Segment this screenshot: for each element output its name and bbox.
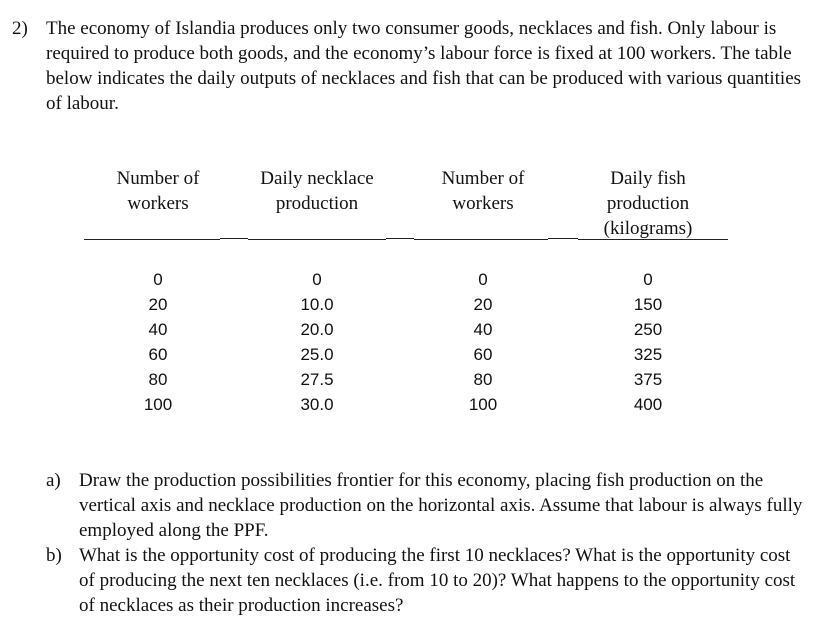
- header-rule-5: [414, 239, 548, 240]
- cell-necklaces: 25.0: [300, 345, 334, 364]
- cell-necklaces: 10.0: [300, 295, 334, 314]
- cell-fish: 375: [633, 370, 663, 389]
- header-necklace: [242, 166, 392, 216]
- header-rule-2: [220, 238, 248, 239]
- header-workers-2-line1: Number of: [441, 168, 525, 189]
- cell-workers-1: 40: [148, 320, 168, 339]
- header-workers-1: [98, 166, 218, 216]
- header-fish-line1: Daily fish: [610, 168, 686, 189]
- cell-workers-2: 100: [468, 395, 498, 414]
- header-workers-1-line2: workers: [127, 193, 189, 214]
- header-necklace-line2: production: [275, 193, 359, 214]
- part-a-text: Draw the production possibilities frontier for this economy, placing fish production on the vertical axis and necklace production on the horizontal axis. Assume that labour is always fully employed along the PPF.: [79, 470, 803, 541]
- column-workers-1: [118, 267, 198, 417]
- cell-workers-1: 80: [148, 370, 168, 389]
- cell-workers-2: 60: [473, 345, 493, 364]
- cell-workers-1: 0: [153, 270, 163, 289]
- header-workers-1-line1: Number of: [116, 168, 200, 189]
- part-b-text: What is the opportunity cost of producing the first 10 necklaces? What is the opportunity cost of producing the next ten necklaces (i.e. from 10 to 20)? What happens to the opportunity cost of necklaces as their production increases?: [79, 545, 796, 616]
- header-rule-4: [386, 238, 414, 239]
- cell-workers-1: 100: [143, 395, 173, 414]
- header-rule-7: [578, 239, 728, 240]
- column-workers-2: [443, 267, 523, 417]
- header-rule-3: [248, 239, 386, 240]
- cell-fish: 150: [633, 295, 663, 314]
- part-b-label: b): [46, 545, 62, 566]
- cell-fish: 400: [633, 395, 663, 414]
- cell-workers-2: 80: [473, 370, 493, 389]
- header-necklace-line1: Daily necklace: [260, 168, 374, 189]
- cell-necklaces: 27.5: [300, 370, 334, 389]
- cell-necklaces: 0: [312, 270, 322, 289]
- part-a-label: a): [46, 470, 61, 491]
- header-fish-line2: production: [606, 193, 690, 214]
- header-rule-6: [548, 238, 578, 239]
- header-fish-line3: (kilograms): [603, 218, 693, 239]
- column-necklaces: [277, 267, 357, 417]
- question-number: 2): [12, 18, 28, 39]
- question-text: The economy of Islandia produces only two consumer goods, necklaces and fish. Only labour is required to produce both goods, and the economy’s labour force is fixed at 100 workers. The table below indicates the daily outputs of necklaces and fish that can be produced with various quantities of labour.: [46, 18, 802, 114]
- cell-workers-2: 20: [473, 295, 493, 314]
- cell-workers-2: 40: [473, 320, 493, 339]
- column-fish: [608, 267, 688, 417]
- cell-fish: 250: [633, 320, 663, 339]
- cell-fish: 325: [633, 345, 663, 364]
- header-rule-1: [84, 239, 220, 240]
- cell-workers-1: 60: [148, 345, 168, 364]
- header-workers-2: [423, 166, 543, 216]
- cell-necklaces: 20.0: [300, 320, 334, 339]
- header-workers-2-line2: workers: [452, 193, 514, 214]
- cell-workers-2: 0: [478, 270, 488, 289]
- header-fish: [580, 166, 716, 241]
- cell-necklaces: 30.0: [300, 395, 334, 414]
- cell-workers-1: 20: [148, 295, 168, 314]
- cell-fish: 0: [643, 270, 653, 289]
